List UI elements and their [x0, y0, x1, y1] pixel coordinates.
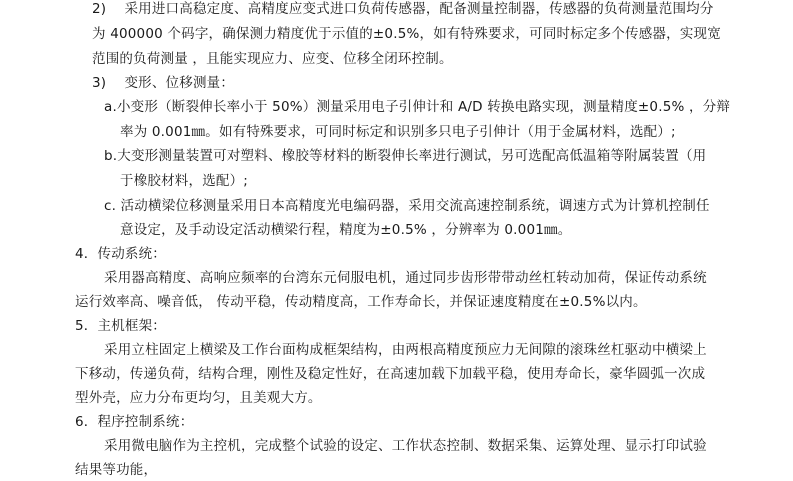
- text-line-16: 下移动，传递负荷，结构合理，刚性及稳定性好，在高速加载下加载平稳，使用寿命长，豪华圆弧一次成: [75, 366, 706, 382]
- text-line-19: 采用微电脑作为主控机，完成整个试验的设定、工作状态控制、数据采集、运算处理、显示打印试验: [104, 438, 707, 454]
- text-line-20: 结果等功能，: [75, 462, 158, 478]
- text-line-7: b.大变形测量装置可对塑料、橡胶等材料的断裂伸长率进行测试，另可选配高低温箱等附属装置（用: [104, 148, 707, 164]
- text-line-3: 范围的负荷测量 ，且能实现应力、应变、位移全闭环控制。: [92, 51, 453, 67]
- text-line-10: 意设定，及手动设定活动横梁行程，精度为±0.5% ，分辨率为 0.001㎜。: [120, 222, 572, 238]
- text-line-17: 型外壳，应力分布更均匀，且美观大方。: [75, 390, 322, 406]
- text-line-2: 为 400000 个码字，确保测力精度优于示值的±0.5%，如有特殊要求，可同时标定多个传感器，实现宽: [92, 26, 721, 42]
- text-line-1: 2) 采用进口高稳定度、高精度应变式进口负荷传感器，配备测量控制器，传感器的负荷测量范围均分: [92, 1, 714, 17]
- text-line-6: 率为 0.001㎜。如有特殊要求，可同时标定和识别多只电子引伸计（用于金属材料，选配）;: [120, 124, 676, 140]
- text-line-5: a.小变形（断裂伸长率小于 50%）测量采用电子引伸计和 A/D 转换电路实现，测量精度±0.5% ，分辩: [104, 99, 731, 115]
- section-heading-5: 5．主机框架：: [75, 318, 166, 334]
- text-line-4: 3) 变形、位移测量：: [92, 75, 235, 91]
- section-heading-4: 4．传动系统：: [75, 246, 166, 262]
- text-line-9: c. 活动横梁位移测量采用日本高精度光电编码器，采用交流高速控制系统，调速方式为计算机控制任: [104, 198, 710, 214]
- section-heading-6: 6．程序控制系统：: [75, 414, 194, 430]
- text-line-13: 运行效率高、噪音低， 传动平稳，传动精度高，工作寿命长，并保证速度精度在±0.5%以内。: [75, 294, 647, 310]
- text-line-15: 采用立柱固定上横梁及工作台面构成框架结构，由两根高精度预应力无间隙的滚珠丝杠驱动中横梁上: [104, 342, 707, 358]
- text-line-12: 采用器高精度、高响应频率的台湾东元伺服电机，通过同步齿形带带动丝杠转动加荷，保证传动系统: [104, 270, 707, 286]
- text-line-8: 于橡胶材料，选配）;: [120, 173, 249, 189]
